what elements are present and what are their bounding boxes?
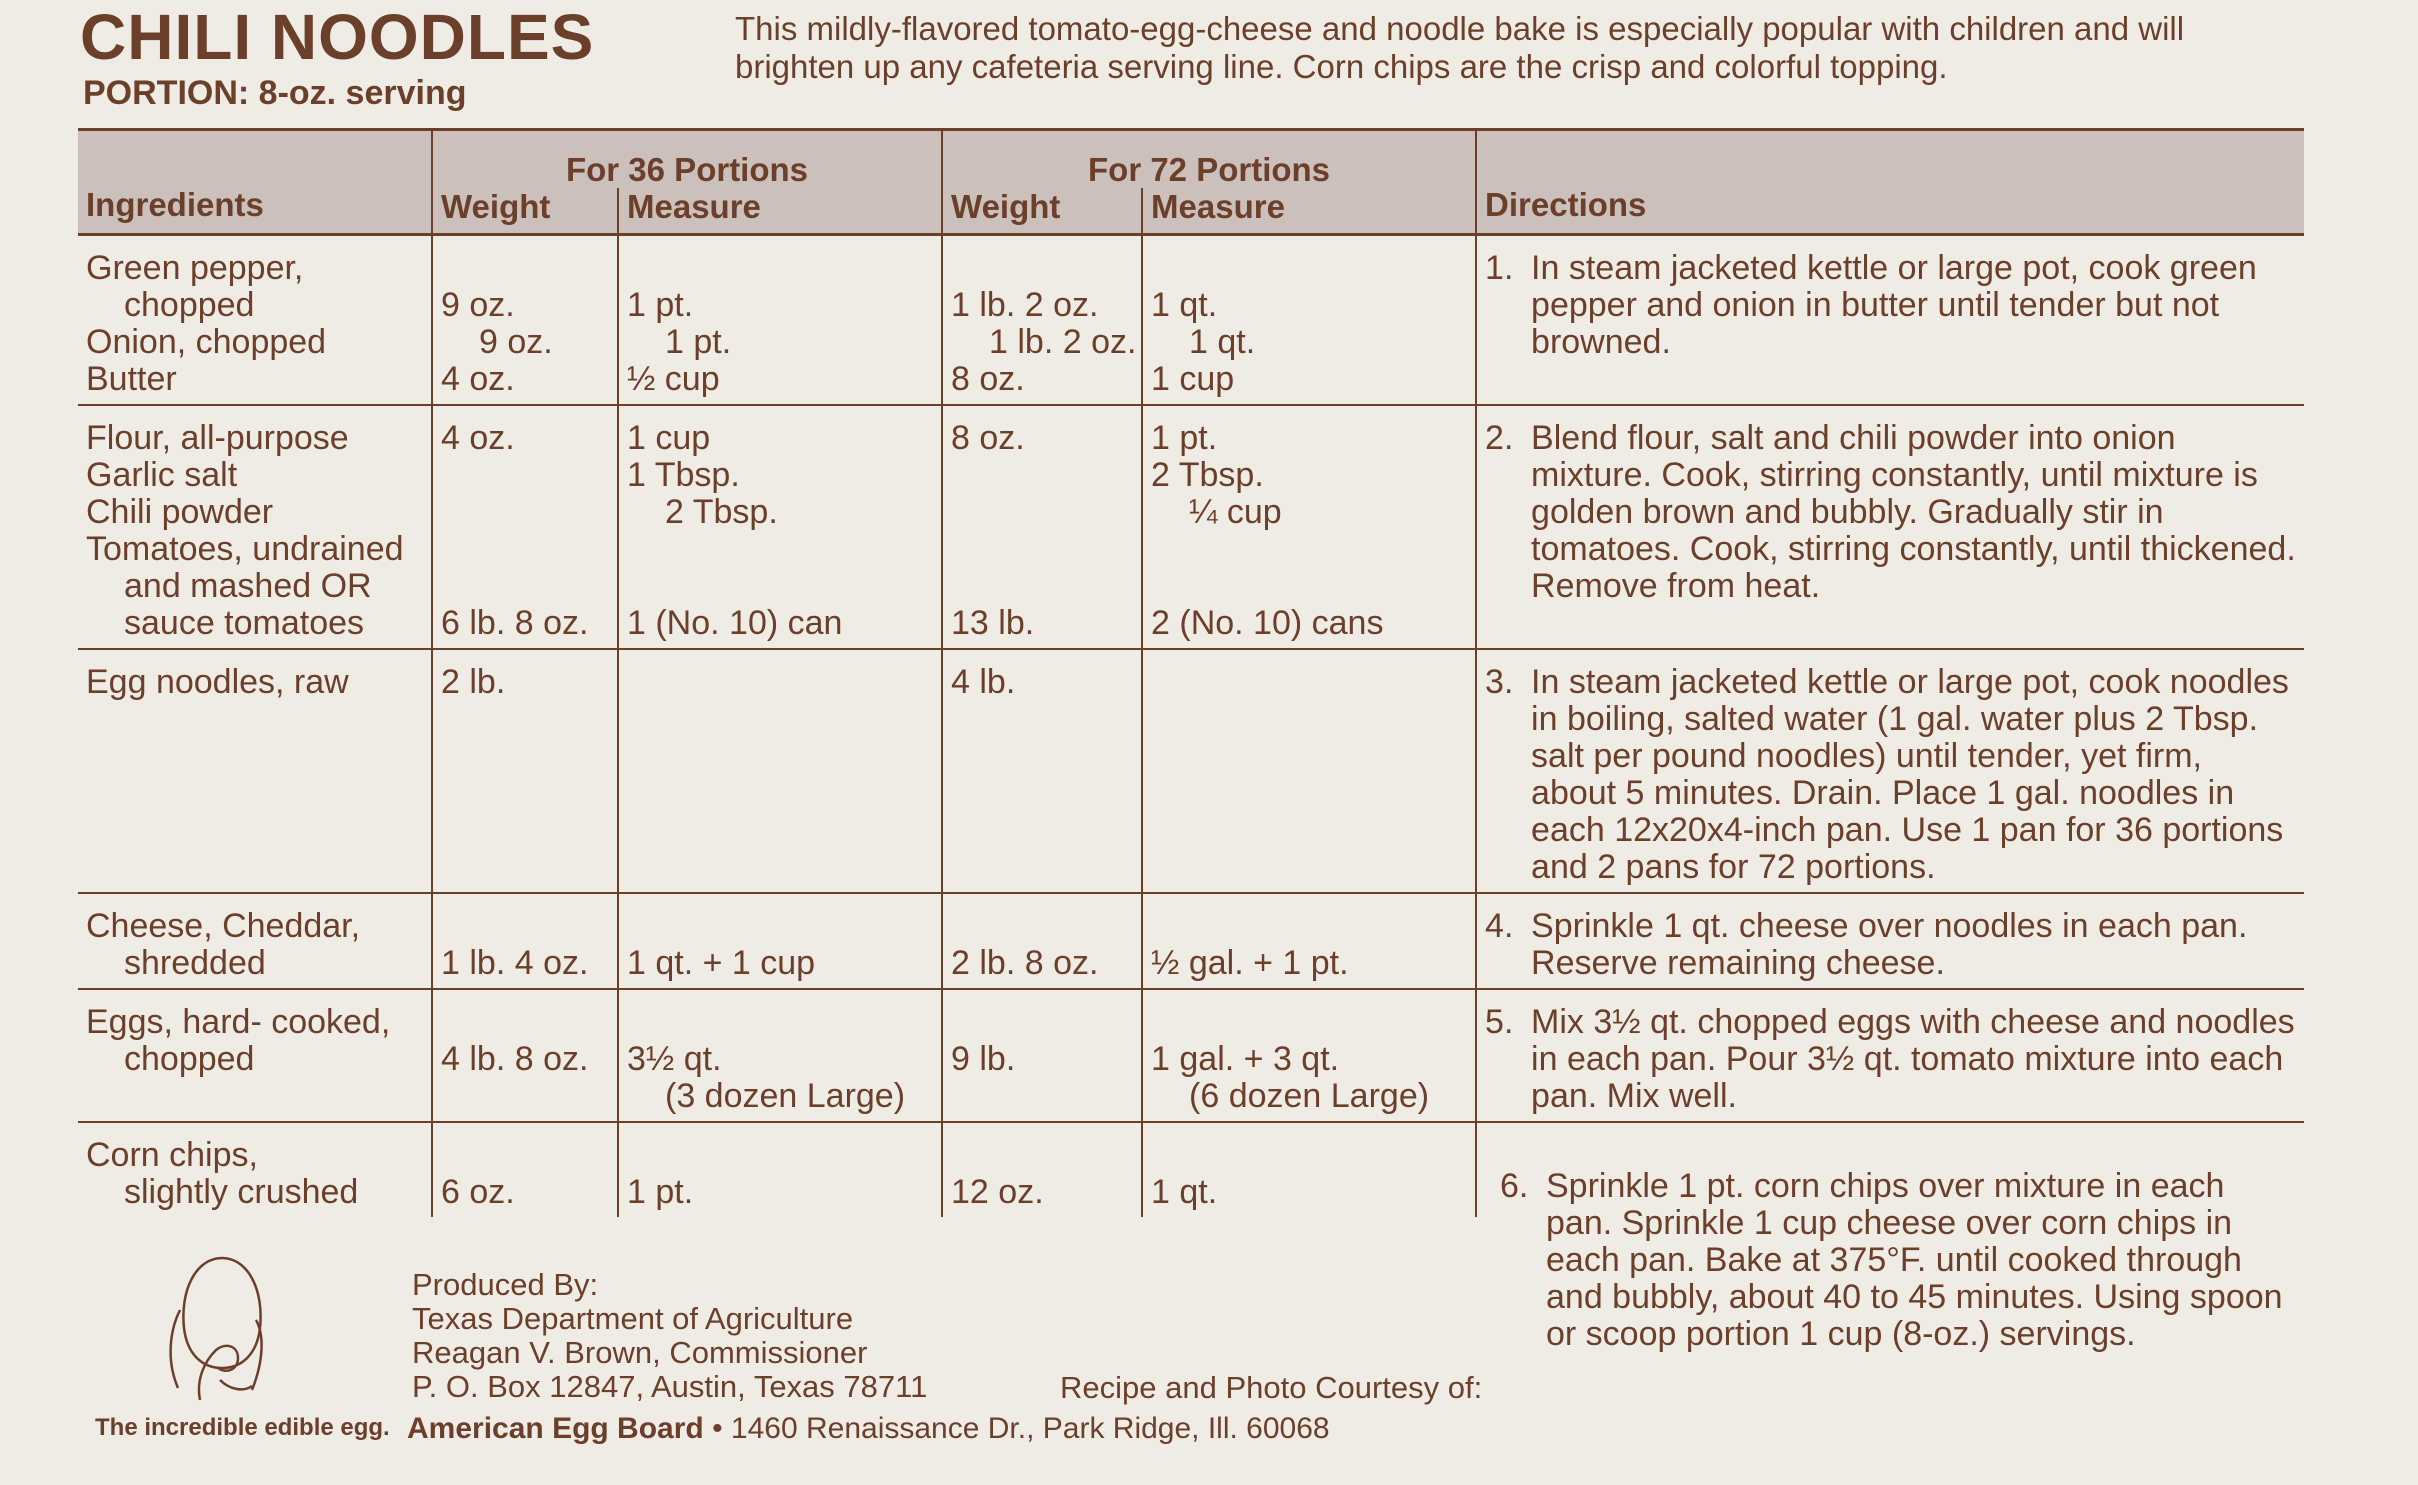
column-header-weight-36: Weight bbox=[432, 188, 618, 235]
quantity-line: (6 dozen Large) bbox=[1189, 1077, 1430, 1115]
logo-caption: The incredible edible egg. bbox=[95, 1414, 390, 1441]
column-group-36-portions: For 36 Portions bbox=[432, 130, 942, 189]
quantity-line bbox=[1151, 1137, 1467, 1174]
egg-board-name: American Egg Board bbox=[407, 1412, 704, 1445]
measure-36-cell bbox=[618, 235, 942, 406]
quantity-line: 1 gal. + 3 qt. bbox=[1151, 1040, 1340, 1078]
direction-cell bbox=[1476, 235, 2304, 406]
quantity-line bbox=[627, 1137, 933, 1174]
ingredient-line: shredded bbox=[124, 944, 266, 982]
direction-step bbox=[1485, 250, 2296, 361]
weight-72-cell bbox=[942, 1122, 1142, 1217]
quantity-line: 1 qt. bbox=[1151, 1173, 1218, 1211]
table-row bbox=[78, 989, 2304, 1122]
producer-commissioner: Reagan V. Brown, Commissioner bbox=[412, 1335, 868, 1370]
quantity-line bbox=[951, 457, 1133, 494]
quantity-line bbox=[441, 1004, 609, 1041]
quantity-line: 4 oz. bbox=[441, 419, 515, 457]
weight-36-cell bbox=[432, 235, 618, 406]
quantity-line: ½ gal. + 1 pt. bbox=[1151, 944, 1349, 982]
column-header-ingredients: Ingredients bbox=[78, 130, 432, 235]
quantity-line: 1 pt. bbox=[1151, 419, 1218, 457]
quantity-line bbox=[1151, 1004, 1467, 1041]
weight-36-cell bbox=[432, 893, 618, 989]
produced-by-label: Produced By: bbox=[412, 1267, 599, 1302]
weight-72-cell bbox=[942, 649, 1142, 893]
quantity-line: 2 (No. 10) cans bbox=[1151, 604, 1384, 642]
ingredient-cell bbox=[78, 405, 432, 649]
weight-36-cell bbox=[432, 989, 618, 1122]
quantity-line bbox=[951, 250, 1133, 287]
recipe-table-body bbox=[78, 235, 2304, 1218]
step-text: Sprinkle 1 pt. corn chips over mixture in each pan. Sprinkle 1 cup cheese over corn chips in each pan. Bake at 375°F. until cooked through and bubbly, about 40 to 45 minutes. Using spoon or scoop portion 1 cup (8-oz.) servings. bbox=[1546, 1167, 2283, 1353]
table-row bbox=[78, 235, 2304, 406]
step-6 bbox=[1500, 1168, 2300, 1353]
table-row bbox=[78, 893, 2304, 989]
portion-size: PORTION: 8-oz. serving bbox=[83, 74, 467, 112]
measure-36-cell bbox=[618, 1122, 942, 1217]
measure-72-cell bbox=[1142, 235, 1476, 406]
recipe-title: CHILI NOODLES bbox=[80, 1, 595, 73]
quantity-line: 2 lb. bbox=[441, 663, 506, 701]
producer-block bbox=[412, 1268, 927, 1404]
quantity-line bbox=[627, 1004, 933, 1041]
weight-36-cell bbox=[432, 1122, 618, 1217]
ingredient-line: sauce tomatoes bbox=[124, 604, 365, 642]
quantity-line bbox=[441, 457, 609, 494]
quantity-line: 1 cup bbox=[1151, 360, 1235, 398]
ingredient-line: chopped bbox=[124, 286, 255, 324]
quantity-line: 3½ qt. bbox=[627, 1040, 722, 1078]
quantity-line bbox=[627, 568, 933, 605]
measure-72-cell bbox=[1142, 1122, 1476, 1217]
quantity-line: 1 qt. bbox=[1189, 323, 1256, 361]
quantity-line: 2 Tbsp. bbox=[665, 493, 778, 531]
measure-36-cell bbox=[618, 893, 942, 989]
column-header-measure-72: Measure bbox=[1142, 188, 1476, 235]
quantity-line: 1 pt. bbox=[627, 286, 694, 324]
quantity-line: 1 pt. bbox=[665, 323, 732, 361]
quantity-line: 4 oz. bbox=[441, 360, 515, 398]
ingredient-line: Egg noodles, raw bbox=[86, 663, 349, 701]
quantity-line: 1 Tbsp. bbox=[627, 456, 740, 494]
measure-72-cell bbox=[1142, 893, 1476, 989]
quantity-line bbox=[627, 664, 933, 701]
step-text: In steam jacketed kettle or large pot, cook green pepper and onion in butter until tender but not browned. bbox=[1531, 249, 2257, 361]
table-row bbox=[78, 649, 2304, 893]
quantity-line: 9 lb. bbox=[951, 1040, 1016, 1078]
direction-step bbox=[1485, 664, 2296, 886]
quantity-line bbox=[951, 568, 1133, 605]
measure-72-cell bbox=[1142, 989, 1476, 1122]
measure-36-cell bbox=[618, 405, 942, 649]
quantity-line bbox=[1151, 568, 1467, 605]
ingredient-cell bbox=[78, 235, 432, 406]
quantity-line: 1 pt. bbox=[627, 1173, 694, 1211]
hand-holding-egg-icon bbox=[160, 1250, 280, 1410]
quantity-line bbox=[1151, 531, 1467, 568]
quantity-line: 4 lb. bbox=[951, 663, 1016, 701]
step-text: Sprinkle 1 qt. cheese over noodles in each pan. Reserve remaining cheese. bbox=[1531, 907, 2248, 982]
quantity-line: 1 lb. 2 oz. bbox=[951, 286, 1099, 324]
direction-step bbox=[1485, 420, 2296, 605]
ingredient-line: Green pepper, bbox=[86, 249, 304, 287]
table-row bbox=[78, 405, 2304, 649]
step-number: 1. bbox=[1485, 249, 1514, 287]
quantity-line bbox=[441, 494, 609, 531]
quantity-line: 2 Tbsp. bbox=[1151, 456, 1264, 494]
quantity-line: 9 oz. bbox=[479, 323, 553, 361]
measure-36-cell bbox=[618, 649, 942, 893]
quantity-line: ¼ cup bbox=[1189, 493, 1282, 531]
quantity-line bbox=[951, 908, 1133, 945]
ingredient-cell bbox=[78, 649, 432, 893]
ingredient-line: Cheese, Cheddar, bbox=[86, 907, 361, 945]
step-number: 3. bbox=[1485, 663, 1514, 701]
quantity-line bbox=[627, 908, 933, 945]
quantity-line: 8 oz. bbox=[951, 360, 1025, 398]
quantity-line bbox=[1151, 908, 1467, 945]
recipe-table bbox=[78, 128, 2304, 1217]
ingredient-line: Onion, chopped bbox=[86, 323, 327, 361]
direction-cell bbox=[1476, 649, 2304, 893]
quantity-line bbox=[951, 1004, 1133, 1041]
ingredient-line: Butter bbox=[86, 360, 177, 398]
quantity-line bbox=[951, 494, 1133, 531]
courtesy-label: Recipe and Photo Courtesy of: bbox=[1060, 1370, 1483, 1405]
quantity-line bbox=[951, 531, 1133, 568]
quantity-line: 6 lb. 8 oz. bbox=[441, 604, 589, 642]
ingredient-cell bbox=[78, 989, 432, 1122]
measure-36-cell bbox=[618, 989, 942, 1122]
ingredient-line: slightly crushed bbox=[124, 1173, 359, 1211]
quantity-line bbox=[951, 1137, 1133, 1174]
egg-board-line bbox=[407, 1412, 1330, 1446]
quantity-line bbox=[441, 531, 609, 568]
direction-cell bbox=[1476, 893, 2304, 989]
quantity-line: 12 oz. bbox=[951, 1173, 1044, 1211]
step-text: In steam jacketed kettle or large pot, cook noodles in boiling, salted water (1 gal. water plus 2 Tbsp. salt per pound noodles) until tender, yet firm, about 5 minutes. Drain. Place 1 gal. noodles in each 12x20x4-inch pan. Use 1 pan for 36 portions and 2 pans for 72 portions. bbox=[1531, 663, 2289, 886]
column-group-72-portions: For 72 Portions bbox=[942, 130, 1476, 189]
ingredient-line: chopped bbox=[124, 1040, 255, 1078]
quantity-line: 9 oz. bbox=[441, 286, 515, 324]
quantity-line: 4 lb. 8 oz. bbox=[441, 1040, 589, 1078]
weight-72-cell bbox=[942, 405, 1142, 649]
quantity-line: 1 lb. 4 oz. bbox=[441, 944, 589, 982]
quantity-line bbox=[627, 531, 933, 568]
step-number: 4. bbox=[1485, 907, 1514, 945]
producer-address: P. O. Box 12847, Austin, Texas 78711 bbox=[412, 1369, 928, 1404]
quantity-line bbox=[1151, 664, 1467, 701]
weight-36-cell bbox=[432, 649, 618, 893]
quantity-line bbox=[441, 908, 609, 945]
quantity-line bbox=[441, 250, 609, 287]
recipe-intro: This mildly-flavored tomato-egg-cheese and noodle bake is especially popular with children and will brighten up any cafeteria serving line. Corn chips are the crisp and colorful topping. bbox=[735, 10, 2185, 85]
step-number: 5. bbox=[1485, 1003, 1514, 1041]
quantity-line: ½ cup bbox=[627, 360, 720, 398]
producer-agency: Texas Department of Agriculture bbox=[412, 1301, 854, 1336]
column-header-weight-72: Weight bbox=[942, 188, 1142, 235]
direction-step bbox=[1500, 1168, 2300, 1353]
ingredient-line: Eggs, hard- cooked, bbox=[86, 1003, 391, 1041]
quantity-line: 1 qt. bbox=[1151, 286, 1218, 324]
ingredient-line: Garlic salt bbox=[86, 456, 238, 494]
quantity-line: 1 qt. + 1 cup bbox=[627, 944, 816, 982]
weight-72-cell bbox=[942, 893, 1142, 989]
step-text: Mix 3½ qt. chopped eggs with cheese and noodles in each pan. Pour 3½ qt. tomato mixture into each pan. Mix well. bbox=[1531, 1003, 2295, 1115]
ingredient-line: Tomatoes, undrained bbox=[86, 530, 404, 568]
measure-72-cell bbox=[1142, 649, 1476, 893]
quantity-line: 1 cup bbox=[627, 419, 711, 457]
quantity-line: 1 (No. 10) can bbox=[627, 604, 843, 642]
quantity-line: (3 dozen Large) bbox=[665, 1077, 906, 1115]
weight-72-cell bbox=[942, 235, 1142, 406]
direction-cell bbox=[1476, 989, 2304, 1122]
quantity-line bbox=[1151, 250, 1467, 287]
quantity-line: 13 lb. bbox=[951, 604, 1035, 642]
quantity-line: 2 lb. 8 oz. bbox=[951, 944, 1099, 982]
egg-board-address: • 1460 Renaissance Dr., Park Ridge, Ill. 60068 bbox=[703, 1412, 1330, 1445]
step-number: 6. bbox=[1500, 1167, 1529, 1205]
step-text: Blend flour, salt and chili powder into onion mixture. Cook, stirring constantly, until mixture is golden brown and bubbly. Gradually stir in tomatoes. Cook, stirring constantly, until thickened. Remove from heat. bbox=[1531, 419, 2296, 605]
weight-72-cell bbox=[942, 989, 1142, 1122]
ingredient-line: Chili powder bbox=[86, 493, 274, 531]
direction-step bbox=[1485, 1004, 2296, 1115]
column-header-measure-36: Measure bbox=[618, 188, 942, 235]
quantity-line bbox=[627, 250, 933, 287]
ingredient-line: and mashed OR bbox=[124, 567, 372, 605]
quantity-line bbox=[441, 1137, 609, 1174]
quantity-line: 6 oz. bbox=[441, 1173, 515, 1211]
quantity-line: 1 lb. 2 oz. bbox=[989, 323, 1137, 361]
ingredient-line: Corn chips, bbox=[86, 1136, 258, 1174]
step-number: 2. bbox=[1485, 419, 1514, 457]
direction-cell bbox=[1476, 405, 2304, 649]
quantity-line bbox=[441, 568, 609, 605]
ingredient-line: Flour, all-purpose bbox=[86, 419, 349, 457]
measure-72-cell bbox=[1142, 405, 1476, 649]
column-header-directions: Directions bbox=[1476, 130, 2304, 235]
direction-step bbox=[1485, 908, 2296, 982]
quantity-line: 8 oz. bbox=[951, 419, 1025, 457]
ingredient-cell bbox=[78, 893, 432, 989]
weight-36-cell bbox=[432, 405, 618, 649]
ingredient-cell bbox=[78, 1122, 432, 1217]
